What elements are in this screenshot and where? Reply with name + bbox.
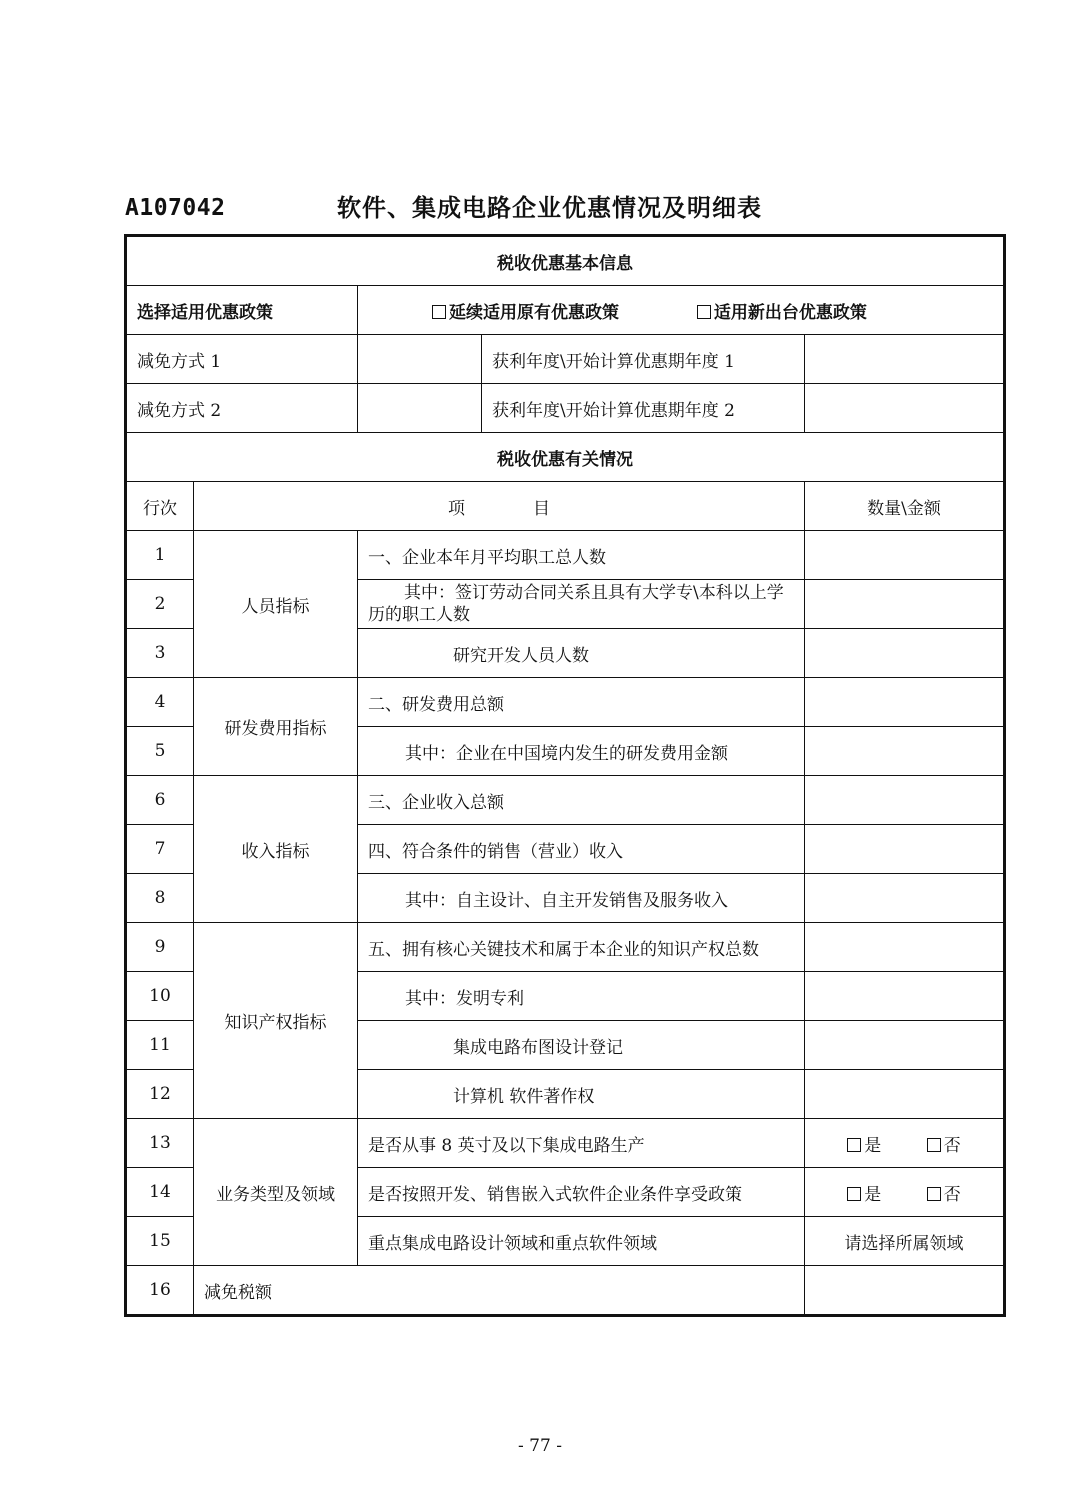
row-amount[interactable] — [805, 1266, 1005, 1316]
row-item: 二、研发费用总额 — [358, 678, 805, 727]
choice-yes-label: 是 — [864, 1135, 882, 1156]
choice-no-label: 否 — [943, 1184, 961, 1205]
row-item: 其中：企业在中国境内发生的研发费用金额 — [358, 727, 805, 776]
policy-row — [126, 286, 1005, 335]
row-item: 计算机 软件著作权 — [358, 1070, 805, 1119]
basic-info-title: 税收优惠基本信息 — [126, 236, 1005, 286]
reduction-1-label: 减免方式 1 — [126, 335, 358, 384]
choice-no[interactable] — [927, 1131, 961, 1156]
policy-option-continue[interactable] — [432, 298, 619, 323]
row-item: 五、拥有核心关键技术和属于本企业的知识产权总数 — [358, 923, 805, 972]
table-row — [126, 1119, 1005, 1168]
group-business: 业务类型及领域 — [194, 1119, 358, 1266]
row-item: 其中：发明专利 — [358, 972, 805, 1021]
table-row — [126, 678, 1005, 727]
row-number: 1 — [126, 531, 194, 580]
reduction-1-value[interactable] — [358, 335, 482, 384]
row-amount[interactable] — [805, 923, 1005, 972]
row-amount[interactable] — [805, 580, 1005, 629]
col-header-item: 项 目 — [194, 482, 805, 531]
checkbox-icon[interactable] — [927, 1138, 941, 1152]
profit-year-1-label: 获利年度\开始计算优惠期年度 1 — [482, 335, 805, 384]
table-row — [126, 776, 1005, 825]
row-item: 四、符合条件的销售（营业）收入 — [358, 825, 805, 874]
profit-year-1-value[interactable] — [805, 335, 1005, 384]
table-row — [126, 923, 1005, 972]
group-income: 收入指标 — [194, 776, 358, 923]
form-title: 软件、集成电路企业优惠情况及明细表 — [337, 194, 762, 222]
checkbox-icon[interactable] — [847, 1138, 861, 1152]
row-amount[interactable] — [805, 825, 1005, 874]
row-number: 12 — [126, 1070, 194, 1119]
row-item: 三、企业收入总额 — [358, 776, 805, 825]
row-number: 7 — [126, 825, 194, 874]
choice-no[interactable] — [927, 1180, 961, 1205]
row-number: 16 — [126, 1266, 194, 1316]
policy-option-new[interactable] — [697, 298, 867, 323]
row-amount[interactable] — [805, 972, 1005, 1021]
checkbox-icon[interactable] — [927, 1187, 941, 1201]
policy-options — [358, 286, 1005, 335]
row-number: 9 — [126, 923, 194, 972]
policy-option-continue-label: 延续适用原有优惠政策 — [449, 302, 619, 323]
yes-no-choice — [805, 1168, 1005, 1217]
reduction-row-1 — [126, 335, 1005, 384]
row-number: 2 — [126, 580, 194, 629]
row-item: 是否按照开发、销售嵌入式软件企业条件享受政策 — [358, 1168, 805, 1217]
policy-option-new-label: 适用新出台优惠政策 — [713, 302, 867, 323]
group-rd: 研发费用指标 — [194, 678, 358, 776]
title-row — [125, 190, 1005, 226]
row-item: 研究开发人员人数 — [358, 629, 805, 678]
row-item: 其中：自主设计、自主开发销售及服务收入 — [358, 874, 805, 923]
row-number: 13 — [126, 1119, 194, 1168]
row-amount[interactable] — [805, 629, 1005, 678]
yes-no-choice — [805, 1119, 1005, 1168]
row-number: 4 — [126, 678, 194, 727]
row-amount[interactable] — [805, 1021, 1005, 1070]
row-item: 减免税额 — [194, 1266, 805, 1316]
row-item: 其中：签订劳动合同关系且具有大学专\本科以上学历的职工人数 — [358, 580, 805, 629]
row-amount[interactable] — [805, 531, 1005, 580]
row-item: 集成电路布图设计登记 — [358, 1021, 805, 1070]
checkbox-icon[interactable] — [697, 305, 711, 319]
row-amount[interactable] — [805, 678, 1005, 727]
basic-info-header-row — [126, 236, 1005, 286]
row-amount[interactable] — [805, 776, 1005, 825]
policy-label: 选择适用优惠政策 — [126, 286, 358, 335]
col-header-row-no: 行次 — [126, 482, 194, 531]
select-domain[interactable]: 请选择所属领域 — [805, 1217, 1005, 1266]
group-ip: 知识产权指标 — [194, 923, 358, 1119]
reduction-2-value[interactable] — [358, 384, 482, 433]
col-header-amount: 数量\金额 — [805, 482, 1005, 531]
row-amount[interactable] — [805, 727, 1005, 776]
row-item: 重点集成电路设计领域和重点软件领域 — [358, 1217, 805, 1266]
profit-year-2-value[interactable] — [805, 384, 1005, 433]
row-number: 8 — [126, 874, 194, 923]
row-amount[interactable] — [805, 1070, 1005, 1119]
row-item: 一、企业本年月平均职工总人数 — [358, 531, 805, 580]
checkbox-icon[interactable] — [847, 1187, 861, 1201]
form-code: A107042 — [125, 195, 226, 221]
details-header-row — [126, 433, 1005, 482]
row-item: 是否从事 8 英寸及以下集成电路生产 — [358, 1119, 805, 1168]
checkbox-icon[interactable] — [432, 305, 446, 319]
choice-yes[interactable] — [847, 1131, 881, 1156]
row-number: 3 — [126, 629, 194, 678]
profit-year-2-label: 获利年度\开始计算优惠期年度 2 — [482, 384, 805, 433]
choice-yes[interactable] — [847, 1180, 881, 1205]
table-row — [126, 1266, 1005, 1316]
row-number: 15 — [126, 1217, 194, 1266]
row-number: 10 — [126, 972, 194, 1021]
row-amount[interactable] — [805, 874, 1005, 923]
reduction-2-label: 减免方式 2 — [126, 384, 358, 433]
reduction-row-2 — [126, 384, 1005, 433]
table-row — [126, 531, 1005, 580]
details-title: 税收优惠有关情况 — [126, 433, 1005, 482]
form-table — [124, 234, 1006, 1317]
column-header-row — [126, 482, 1005, 531]
page-number: - 77 - — [518, 1436, 562, 1456]
row-number: 6 — [126, 776, 194, 825]
choice-yes-label: 是 — [864, 1184, 882, 1205]
group-personnel: 人员指标 — [194, 531, 358, 678]
row-number: 5 — [126, 727, 194, 776]
choice-no-label: 否 — [943, 1135, 961, 1156]
row-number: 14 — [126, 1168, 194, 1217]
row-number: 11 — [126, 1021, 194, 1070]
